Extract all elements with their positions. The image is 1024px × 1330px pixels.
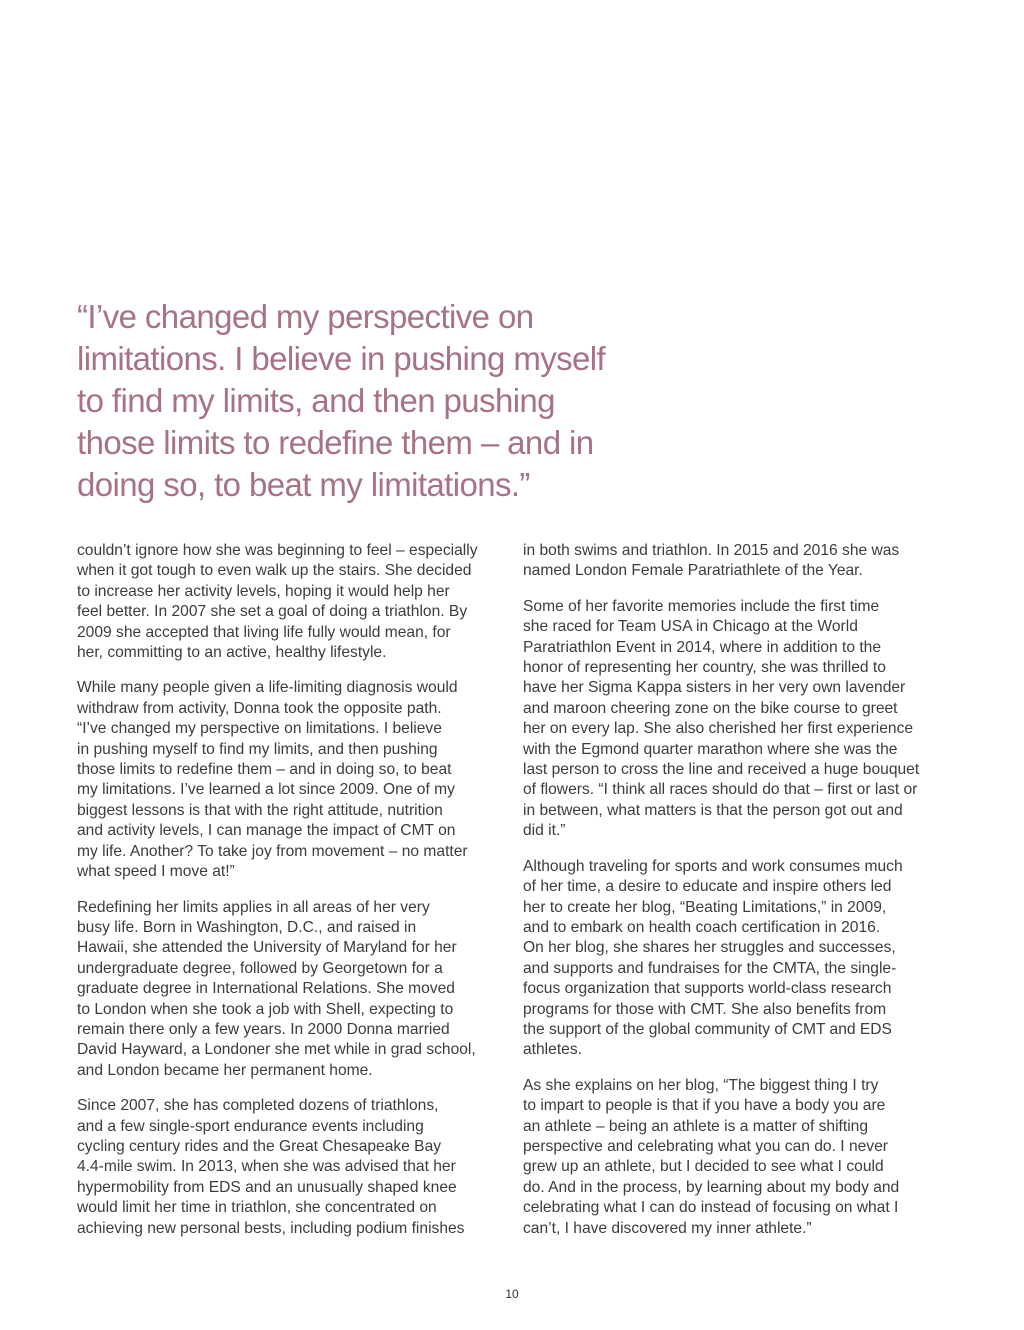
paragraph: Some of her favorite memories include the first time she raced for Team USA in Chicago at the World Paratriathlon Event in 2014, where in addition to the honor of representing her country, she was thrilled to have her Sigma Kappa sisters in her very own lavender and maroon cheering zone on the bike course to greet her on every lap. She also cherished her first experience with the Egmond quarter marathon where she was the last person to cross the line and received a huge bouquet of flowers. “I think all races should do that – first or last or in between, what matters is that the person got out and did it.” (523, 597, 920, 840)
pull-quote: “I’ve changed my perspective on limitations. I believe in pushing myself to find my limits, and then pushing those limits to redefine them – and in doing so, to beat my limitations.” (77, 298, 606, 503)
page-number: 10 (505, 1287, 519, 1301)
paragraph: While many people given a life-limiting diagnosis would withdraw from activity, Donna took the opposite path. “I’ve changed my perspective on limitations. I believe in pushing myself to find my limits, and then pushing those limits to redefine them – and in doing so, to beat my limitations. I’ve learned a lot since 2009. One of my biggest lessons is that with the right attitude, nutrition and activity levels, I can manage the impact of CMT on my life. Another? To take joy from movement – no matter what speed I move at!” (77, 679, 468, 881)
paragraph: Since 2007, she has completed dozens of triathlons, and a few single-sport endurance events including cycling century rides and the Great Chesapeake Bay 4.4-mile swim. In 2013, when she was advised that her hypermobility from EDS and an unusually shaped knee would limit her time in triathlon, she concentrated on achieving new personal bests, including podium finishes (77, 1097, 465, 1237)
paragraph: in both swims and triathlon. In 2015 and 2016 she was named London Female Paratriathlete of the Year. (523, 542, 900, 580)
paragraph: couldn’t ignore how she was beginning to feel – especially when it got tough to even walk up the stairs. She decided to increase her activity levels, hoping it would help her feel better. In 2007 she set a goal of doing a triathlon. By 2009 she accepted that living life fully would mean, for her, committing to an active, healthy lifestyle. (77, 542, 478, 662)
paragraph: Redefining her limits applies in all areas of her very busy life. Born in Washington, D.C., and raised in Hawaii, she attended the University of Maryland for her undergraduate degree, followed by Georgetown for a graduate degree in International Relations. She moved to London when she took a job with Shell, expecting to remain there only a few years. In 2000 Donna married David Hayward, a Londoner she met while in grad school, and London became her permanent home. (77, 898, 476, 1079)
paragraph: Although traveling for sports and work consumes much of her time, a desire to educate and inspire others led her to create her blog, “Beating Limitations,” in 2009, and to embark on health coach certification in 2016. On her blog, she shares her struggles and successes, and supports and fundraises for the CMTA, the single- focus organization that supports world-class research programs for those with CMT. She also benefits from the support of the global community of CMT and EDS athletes. (523, 857, 903, 1059)
left-column (77, 541, 507, 1254)
right-column (523, 541, 953, 1254)
paragraph: As she explains on her blog, “The biggest thing I try to impart to people is that if you have a body you are an athlete – being an athlete is a matter of shifting perspective and celebrating what you can do. I never grew up an athlete, but I decided to see what I could do. And in the process, by learning about my body and celebrating what I can do instead of focusing on what I can’t, I have discovered my inner athlete.” (523, 1076, 900, 1237)
